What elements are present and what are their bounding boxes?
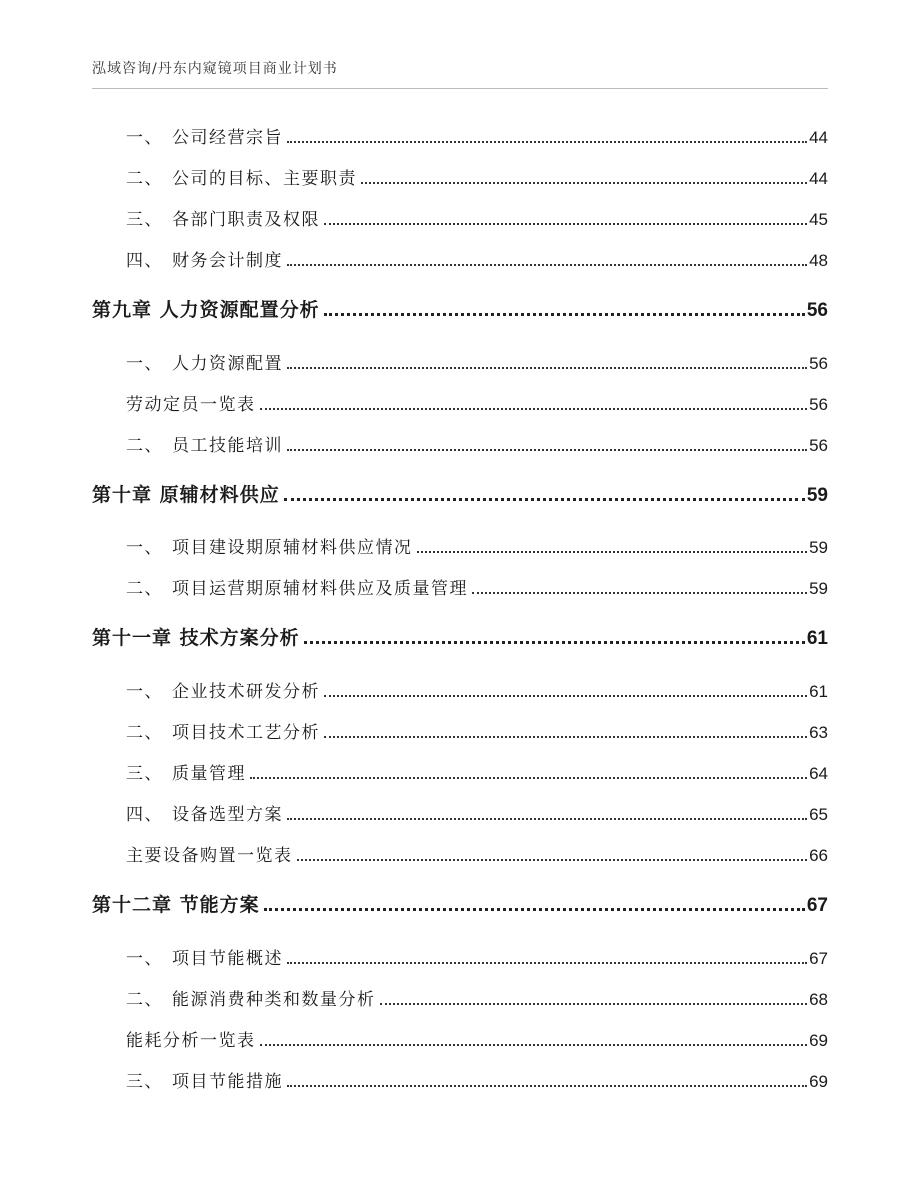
toc-entry[interactable] [126, 348, 828, 374]
toc-entry-title [126, 677, 320, 702]
page-header: 泓域咨询/丹东内窥镜项目商业计划书 [92, 61, 338, 77]
toc-entry-label: 项目技术工艺分析 [172, 723, 320, 743]
toc-entry-title [126, 800, 283, 825]
toc-entry-label: 项目运营期原辅材料供应及质量管理 [172, 579, 468, 599]
toc-page-number: 67 [806, 895, 828, 916]
toc-entry-title [126, 1067, 283, 1092]
toc-chapter-title: 第十二章 节能方案 [92, 894, 260, 916]
toc-dot-leader [287, 367, 807, 369]
toc-entry-title [126, 164, 357, 189]
toc-entry-label: 员工技能培训 [172, 436, 283, 456]
toc-entry[interactable] [126, 1066, 828, 1092]
toc-dot-leader [304, 641, 805, 644]
toc-page-number: 45 [809, 210, 828, 229]
toc-page-number: 63 [809, 723, 828, 742]
toc-page-number: 56 [806, 300, 828, 321]
toc-page-number: 56 [809, 354, 828, 373]
toc-entry-title [126, 574, 468, 599]
toc-entry-title [126, 123, 283, 148]
toc-dot-leader [287, 449, 807, 451]
toc-dot-leader [264, 908, 805, 911]
toc-chapter-title: 第九章 人力资源配置分析 [92, 299, 320, 321]
toc-dot-leader [287, 264, 807, 266]
toc-entry[interactable] [126, 943, 828, 969]
toc-page-number: 61 [809, 682, 828, 701]
toc-entry-title [126, 246, 283, 271]
toc-entry-label: 人力资源配置 [172, 354, 283, 374]
toc-chapter[interactable] [92, 889, 828, 917]
toc-dot-leader [361, 182, 807, 184]
toc-page-number: 44 [809, 169, 828, 188]
toc-page-number: 64 [809, 764, 828, 783]
toc-entry-title: 劳动定员一览表 [126, 395, 256, 415]
toc-dot-leader [324, 736, 807, 738]
toc-entry-title [126, 985, 376, 1010]
toc-page-number: 56 [809, 395, 828, 414]
toc-entry-title [126, 349, 283, 374]
toc-page-number: 44 [809, 128, 828, 147]
toc-page-number: 67 [809, 949, 828, 968]
toc-dot-leader [250, 777, 807, 779]
toc-entry-title [126, 759, 246, 784]
toc-entry[interactable] [126, 204, 828, 230]
toc-entry[interactable] [126, 1025, 828, 1051]
toc-page-number: 59 [809, 579, 828, 598]
toc-page-number: 48 [809, 251, 828, 270]
toc-dot-leader [260, 408, 808, 410]
toc-entry[interactable] [126, 245, 828, 271]
toc-dot-leader [287, 962, 807, 964]
toc-entry-number: 三、 [126, 1072, 163, 1092]
toc-entry[interactable] [126, 430, 828, 456]
toc-chapter-title: 第十一章 技术方案分析 [92, 627, 300, 649]
toc-entry-number: 二、 [126, 436, 163, 456]
toc-entry-number: 二、 [126, 990, 163, 1010]
toc-chapter[interactable] [92, 479, 828, 507]
toc-chapter-title: 第十章 原辅材料供应 [92, 484, 280, 506]
toc-page-number: 66 [809, 846, 828, 865]
toc-entry-label: 设备选型方案 [172, 805, 283, 825]
toc-entry-title: 主要设备购置一览表 [126, 846, 293, 866]
toc-entry[interactable] [126, 532, 828, 558]
toc-page-number: 59 [806, 485, 828, 506]
toc-entry[interactable] [126, 840, 828, 866]
toc-entry-number: 三、 [126, 210, 163, 230]
toc-entry-number: 二、 [126, 723, 163, 743]
toc-entry-title: 能耗分析一览表 [126, 1031, 256, 1051]
toc-entry-number: 二、 [126, 169, 163, 189]
toc-entry-label: 公司的目标、主要职责 [172, 169, 357, 189]
toc-entry-title [126, 205, 320, 230]
toc-entry-label: 各部门职责及权限 [172, 210, 320, 230]
toc-entry[interactable] [126, 163, 828, 189]
toc-entry-label: 企业技术研发分析 [172, 682, 320, 702]
toc-entry-label: 项目节能概述 [172, 949, 283, 969]
toc-page-number: 59 [809, 538, 828, 557]
toc-entry[interactable] [126, 676, 828, 702]
toc-dot-leader [287, 141, 807, 143]
toc-entry-label: 项目节能措施 [172, 1072, 283, 1092]
toc-dot-leader [287, 1085, 807, 1087]
toc-dot-leader [380, 1003, 808, 1005]
toc-dot-leader [324, 223, 807, 225]
toc-chapter[interactable] [92, 622, 828, 650]
toc-dot-leader [472, 592, 807, 594]
toc-entry[interactable] [126, 799, 828, 825]
toc-entry-number: 一、 [126, 128, 163, 148]
toc-entry-number: 二、 [126, 579, 163, 599]
toc-entry-number: 一、 [126, 949, 163, 969]
toc-entry-label: 质量管理 [172, 764, 246, 784]
toc-entry[interactable] [126, 717, 828, 743]
toc-chapter[interactable] [92, 294, 828, 322]
toc-entry-number: 四、 [126, 251, 163, 271]
toc-entry-title [126, 431, 283, 456]
toc-page-number: 68 [809, 990, 828, 1009]
toc-page-number: 61 [806, 628, 828, 649]
toc-dot-leader [417, 551, 808, 553]
toc-page-number: 69 [809, 1031, 828, 1050]
toc-dot-leader [287, 818, 807, 820]
toc-entry-title [126, 718, 320, 743]
toc-entry[interactable] [126, 758, 828, 784]
toc-entry-number: 三、 [126, 764, 163, 784]
toc-entry-label: 项目建设期原辅材料供应情况 [172, 538, 413, 558]
toc-entry[interactable] [126, 573, 828, 599]
toc-entry-number: 四、 [126, 805, 163, 825]
toc-entry-title [126, 533, 413, 558]
toc-dot-leader [324, 695, 807, 697]
toc-dot-leader [297, 859, 808, 861]
toc-entry-label: 财务会计制度 [172, 251, 283, 271]
toc-entry-label: 能源消费种类和数量分析 [172, 990, 376, 1010]
toc-page-number: 56 [809, 436, 828, 455]
toc-page-number: 65 [809, 805, 828, 824]
toc-dot-leader [260, 1044, 808, 1046]
toc-entry-number: 一、 [126, 682, 163, 702]
toc-entry-label: 公司经营宗旨 [172, 128, 283, 148]
toc-entry[interactable] [126, 389, 828, 415]
toc-entry[interactable] [126, 122, 828, 148]
toc-entry-title [126, 944, 283, 969]
toc-entry-number: 一、 [126, 354, 163, 374]
toc-entry-number: 一、 [126, 538, 163, 558]
toc-page-number: 69 [809, 1072, 828, 1091]
toc-entry[interactable] [126, 984, 828, 1010]
toc-dot-leader [284, 498, 805, 501]
toc-dot-leader [324, 313, 805, 316]
